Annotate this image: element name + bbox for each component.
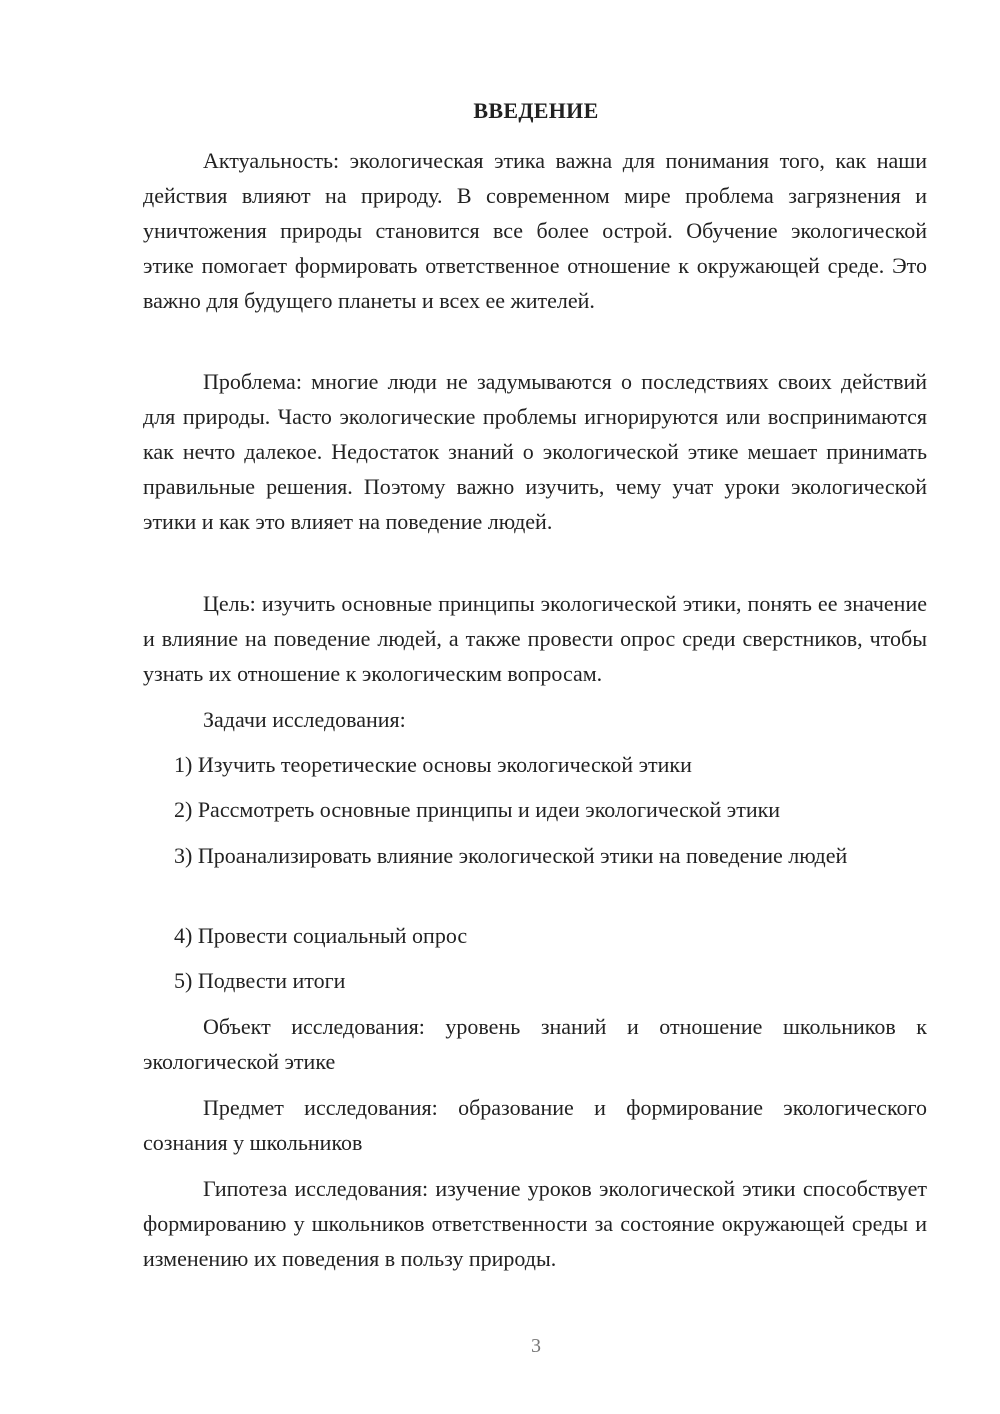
paragraph-relevance: Актуальность: экологическая этика важна для понимания того, как наши действия влияют на природу. В современном мире проблема загрязнения и уничтожения природы становится все более острой. Обучение экологической этике помогает формировать ответственное отношение к окружающей среде. Это важно для будущего планеты и всех ее жителей. xyxy=(143,148,927,313)
section-heading: ВВЕДЕНИЕ xyxy=(473,98,599,123)
task-item: 3) Проанализировать влияние экологической этики на поведение людей xyxy=(174,843,848,868)
paragraph-goal: Цель: изучить основные принципы экологической этики, понять ее значение и влияние на поведение людей, а также провести опрос среди сверстников, чтобы узнать их отношение к экологическим вопросам. xyxy=(143,591,927,686)
task-item: 2) Рассмотреть основные принципы и идеи экологической этики xyxy=(174,797,781,822)
paragraph-object: Объект исследования: уровень знаний и отношение школьников к экологической этике xyxy=(143,1014,927,1074)
paragraph-hypothesis: Гипотеза исследования: изучение уроков экологической этики способствует формированию у школьников ответственности за состояние окружающей среды и изменению их поведения в пользу природы. xyxy=(143,1176,927,1271)
paragraph-problem: Проблема: многие люди не задумываются о последствиях своих действий для природы. Часто экологические проблемы игнорируются или воспринимаются как нечто далекое. Недостаток знаний о экологической этике мешает принимать правильные решения. Поэтому важно изучить, чему учат уроки экологической этики и как это влияет на поведение людей. xyxy=(143,369,927,534)
task-item: 5) Подвести итоги xyxy=(174,968,346,993)
paragraph-subject: Предмет исследования: образование и формирование экологического сознания у школьников xyxy=(143,1095,927,1155)
task-item: 4) Провести социальный опрос xyxy=(174,923,468,948)
page-number: 3 xyxy=(531,1335,541,1357)
tasks-heading: Задачи исследования: xyxy=(203,707,406,732)
task-item: 1) Изучить теоретические основы экологической этики xyxy=(174,752,692,777)
